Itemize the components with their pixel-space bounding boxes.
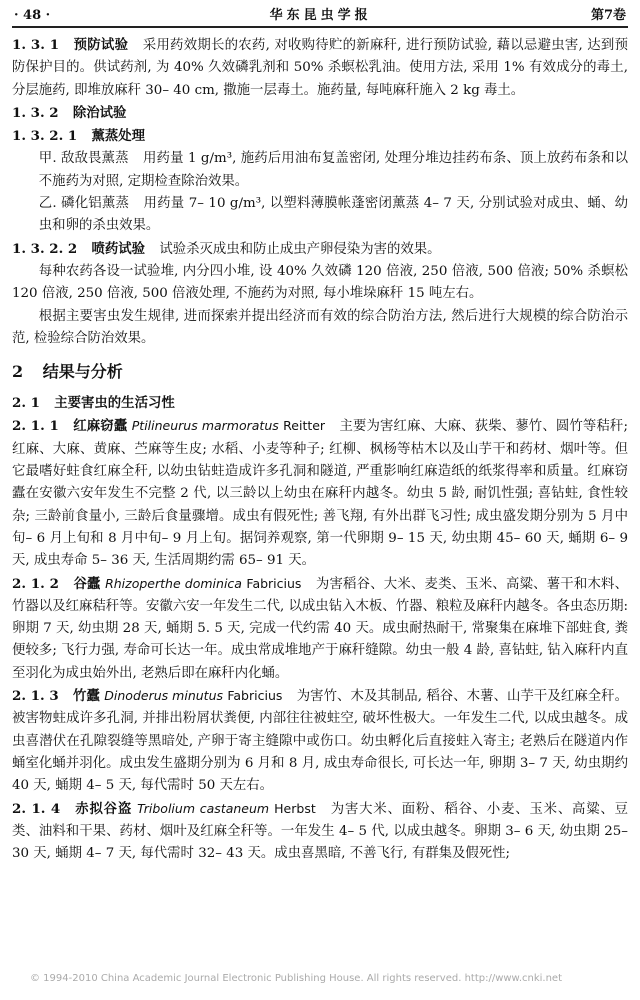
- journal-title: 华东昆虫学报: [269, 8, 372, 23]
- species-author: Fabricius: [227, 688, 283, 704]
- paragraph: 每种农药各设一试验堆, 内分四小堆, 设 40% 久效磷 120 倍液, 250 倍液, 500 倍液; 50% 杀螟松 120 倍液, 250 倍液, 500 倍液处理, 不施药为对照, 每小堆垛麻秆 15 吨左右。: [12, 263, 628, 302]
- section-2-1-1: [12, 415, 628, 572]
- item-label: 甲. 敌敌畏薰蒸: [38, 151, 129, 167]
- species-latin-name: Ptilineurus marmoratus: [131, 418, 279, 434]
- section-title: 预防试验: [73, 37, 129, 53]
- item-text: 用药量 7– 10 g/m³, 以塑料薄膜帐蓬密闭薰蒸 4– 7 天, 分别试验对成虫、蛹、幼虫和卵的杀虫效果。: [38, 196, 629, 234]
- section-number: 1. 3. 2: [12, 104, 59, 121]
- paragraph-text: 主要为害红麻、大麻、荻柴、蓼竹、圆竹等秸秆; 红麻、大麻、黄麻、苎麻等生皮; 水稻、小麦等种子; 红柳、枫杨等枯木以及山芋干和药材、烟叶等。但它最嗜好蛀食红麻全秆, 以幼虫钻蛀造成许多孔洞和隧道, 严重影响红麻造纸的纸浆得率和质量。红麻窃蠹在安徽六安年发生不完整 2 代, 以三龄以上幼虫在麻秆内越冬。幼虫 5 龄, 耐饥性强; 喜钻蛀, 食性较杂; 三龄前食量小, 三龄后食量骤增。成虫有假死性; 善飞翔, 有外出群飞习性; 成虫盛发期分别为 5 月中旬– 6 月上旬和 8 月中旬– 9 月上旬。据饲养观察, 第一代卵期 9– 15 天, 幼虫期 45– 60 天, 蛹期 6– 9 天, 成虫寿命 5– 36 天, 生活周期约需 65– 91 天。: [12, 419, 628, 569]
- section-title: 除治试验: [72, 104, 127, 121]
- section-number: 1. 3. 1: [12, 37, 60, 53]
- paragraph-text: 为害稻谷、大米、麦类、玉米、高粱、薯干和木料、竹器以及红麻秸秆等。安徽六安一年发生二代, 以成虫钻入木板、竹器、粮粒及麻秆内越冬。各虫态历期: 卵期 7 天, 幼虫期 28 天, 蛹期 5. 5 天, 完成一代约需 40 天。成虫耐热耐干, 常聚集在麻堆下部蛀食, 粪便较多; 飞行力强, 寿命可长达一年。成虫常成堆地产于麻秆缝隙。幼虫一般 4 龄, 喜钻蛀, 钻入麻秆内直至羽化为成虫始外出, 老熟后即在麻秆内化蛹。: [12, 576, 629, 681]
- section-2-1: [12, 392, 628, 415]
- section-2-heading: [12, 360, 628, 384]
- section-title: 结果与分析: [42, 362, 123, 382]
- species-common-name: 红麻窃蠹: [73, 418, 128, 435]
- volume-label: 第7卷: [590, 8, 626, 23]
- section-number: 1. 3. 2. 2: [12, 240, 78, 257]
- section-number: 2. 1. 4: [12, 800, 61, 817]
- section-title: 薰蒸处理: [91, 128, 146, 145]
- section-title: 主要害虫的生活习性: [54, 395, 175, 412]
- species-author: Herbst: [274, 800, 316, 816]
- section-number: 2. 1. 3: [12, 688, 59, 705]
- section-2-1-3: [12, 685, 628, 797]
- species-latin-name: Dinoderus minutus: [104, 688, 224, 704]
- section-number: 2: [12, 362, 24, 382]
- species-common-name: 赤拟谷盗: [75, 800, 133, 817]
- running-header: [12, 0, 628, 28]
- section-number: 2. 1. 1: [12, 418, 59, 435]
- species-latin-name: Rhizoperthe dominica: [105, 575, 242, 591]
- section-number: 1. 3. 2. 1: [12, 128, 78, 145]
- section-number: 2. 1: [12, 395, 40, 412]
- section-2-1-2: [12, 573, 628, 685]
- section-1-3-2-2: [12, 238, 628, 261]
- fumigation-a: [12, 148, 628, 193]
- watermark-footer: © 1994-2010 China Academic Journal Electronic Publishing House. All rights reserved. http://www.cnki.net: [30, 973, 562, 984]
- section-number: 2. 1. 2: [12, 575, 59, 592]
- species-author: Fabricius: [246, 575, 302, 591]
- species-common-name: 谷蠹: [73, 575, 101, 592]
- section-1-3-1: [12, 34, 628, 102]
- paragraph-text: 试验杀灭成虫和防止成虫产卵侵染为害的效果。: [159, 241, 441, 257]
- paragraph-text: 为害竹、木及其制品, 稻谷、木薯、山芋干及红麻全秆。被害物蛀成许多孔洞, 并排出粉屑状粪便, 内部往往被蛀空, 破坏性极大。一年发生二代, 以成虫越冬。成虫喜潜伏在孔隙裂缝等黑暗处, 产卵于寄主缝隙中或伤口。幼虫孵化后直接蛀入寄主; 老熟后在隧道内作蛹室化蛹并羽化。成虫发生盛期分别为 6 月和 8 月, 成虫寿命很长, 可长达一年, 卵期 3– 7 天, 幼虫期约 40 天, 蛹期 4– 5 天, 每代需时 50 天左右。: [12, 689, 629, 794]
- section-title: 喷药试验: [91, 240, 146, 257]
- species-latin-name: Tribolium castaneum: [137, 800, 270, 816]
- item-label: 乙. 磷化铝薰蒸: [38, 196, 130, 212]
- section-2-1-4: [12, 798, 628, 866]
- paragraph-text: 为害大米、面粉、稻谷、小麦、玉米、高粱、豆类、油料和干果、药材、烟叶及红麻全秆等。一年发生 4– 5 代, 以成虫越冬。卵期 3– 6 天, 幼虫期 25– 30 天, 蛹期 4– 7 天, 每代需时 32– 43 天。成虫喜黑暗, 不善飞行, 有群集及假死性;: [12, 801, 628, 862]
- section-1-3-2: [12, 102, 628, 125]
- paragraph: 根据主要害虫发生规律, 进而探索并提出经济而有效的综合防治方法, 然后进行大规模的综合防治示范, 检验综合防治效果。: [12, 308, 628, 346]
- species-author: Reitter: [283, 418, 326, 434]
- item-text: 用药量 1 g/m³, 施药后用油布复盖密闭, 处理分堆边挂药布条、顶上放药布条和以不施药为对照, 定期检查除治效果。: [38, 151, 629, 189]
- article-body: [12, 28, 628, 865]
- section-1-3-2-1: [12, 125, 628, 148]
- page-number: · 48 ·: [14, 8, 51, 23]
- fumigation-b: [12, 193, 628, 238]
- paragraph-text: 采用药效期长的农药, 对收购待贮的新麻秆, 进行预防试验, 藉以忌避虫害, 达到预防保护目的。供试药剂, 为 40% 久效磷乳剂和 50% 杀螟松乳油。使用方法, 采用 1% 有效成分的毒土, 分层施药, 即堆放麻秆 30– 40 cm, 撒施一层毒土。施药量, 每吨麻秆施入 2 kg 毒土。: [12, 38, 628, 98]
- species-common-name: 竹蠹: [73, 688, 100, 705]
